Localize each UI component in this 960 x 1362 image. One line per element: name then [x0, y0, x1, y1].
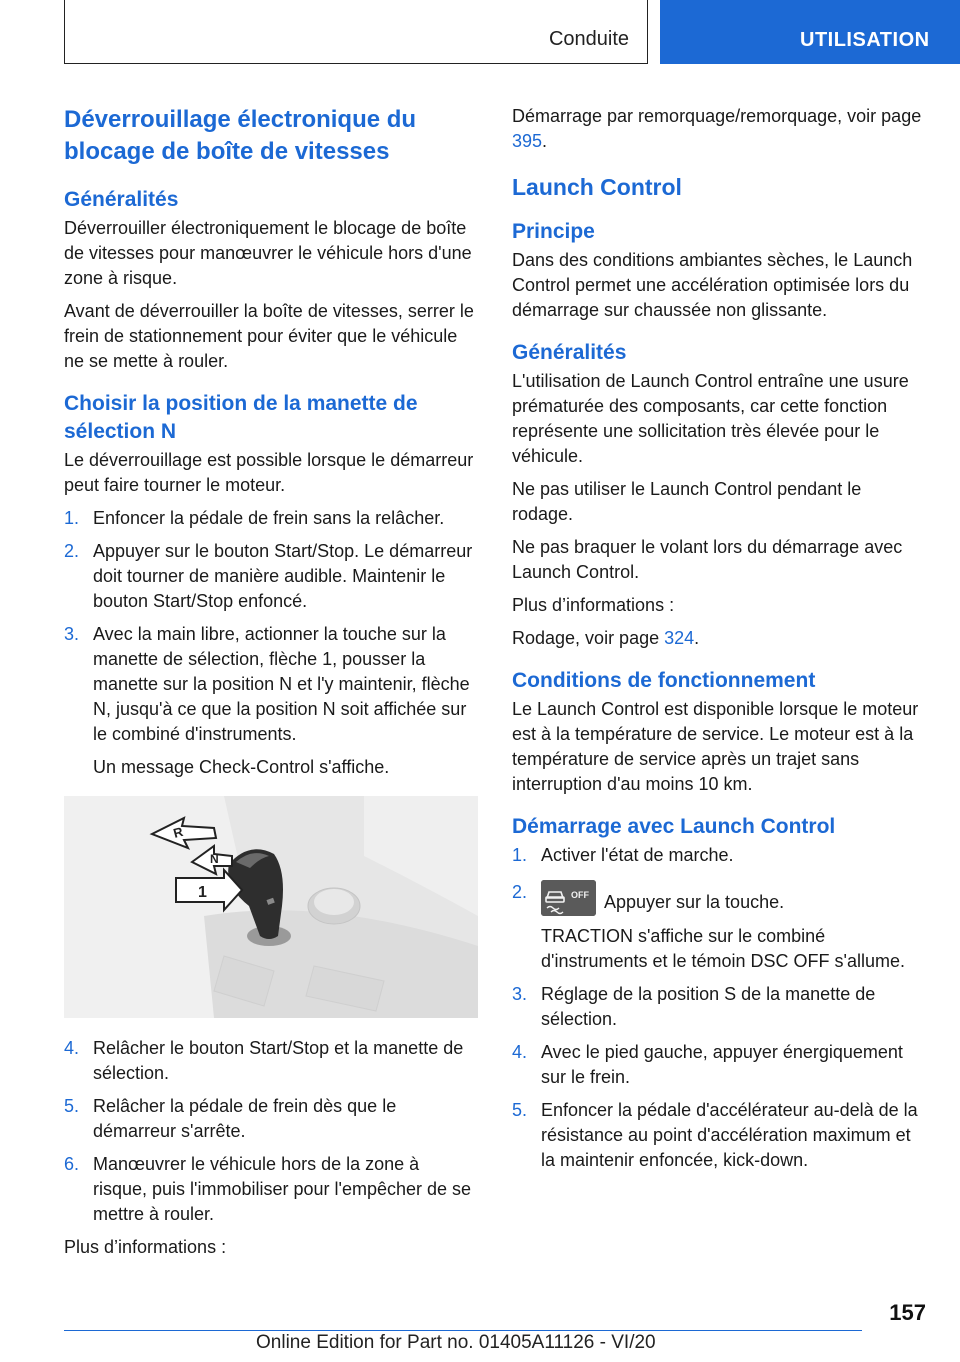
section-heading: Déverrouillage électronique du blocage de boîte de vitesses	[64, 106, 417, 165]
paragraph: Ne pas utiliser le Launch Control pendant le rodage.	[512, 479, 862, 524]
step-text: Avec le pied gauche, appuyer énergiquement sur le frein.	[541, 1042, 903, 1087]
step-number: 4.	[512, 1042, 528, 1062]
generalites-heading: Généralités	[512, 341, 627, 364]
step-number: 3.	[512, 984, 528, 1004]
step-number: 1.	[64, 508, 80, 528]
period: .	[542, 131, 548, 151]
step-number: 3.	[64, 624, 80, 644]
step-text: Relâcher la pédale de frein dès que le démarreur s'arrête.	[93, 1096, 397, 1141]
page-number: 157	[889, 1300, 926, 1325]
edition-footer: Online Edition for Part no. 01405A11126 - VI/20	[256, 1332, 656, 1353]
gear-selector-illustration	[64, 796, 478, 1018]
list-item	[64, 1036, 476, 1086]
paragraph: Dans des conditions ambiantes sèches, le Launch Control permet une accélération optimisée lors du démarrage sur chaussée non glissante.	[512, 250, 913, 320]
step-text: Enfoncer la pédale d'accélérateur au-delà de la résistance au point d'accélération maximum et la maintenir enfoncée, kick-down.	[541, 1100, 918, 1170]
step-text: Activer l'état de marche.	[541, 845, 734, 865]
step-note: Un message Check-Control s'affiche.	[93, 757, 390, 777]
list-item	[512, 1098, 926, 1173]
step-number: 2.	[64, 541, 80, 561]
paragraph-text: Rodage, voir page	[512, 628, 665, 648]
paragraph: Le Launch Control est disponible lorsque le moteur est à la température de service. Le moteur est à la température de service après un trajet sans interruption d'au moins 10 km.	[512, 699, 919, 794]
step-text: Appuyer sur le bouton Start/Stop. Le démarreur doit tourner de manière audible. Maintenir le bouton Start/Stop enfoncé.	[93, 541, 473, 611]
page-link[interactable]: 324	[664, 628, 695, 648]
steps-list	[512, 982, 926, 1173]
paragraph	[512, 104, 926, 154]
paragraph: Le déverrouillage est possible lorsque le démarreur peut faire tourner le moteur.	[64, 450, 474, 495]
page-header	[0, 0, 960, 66]
launch-control-heading: Launch Control	[512, 174, 682, 200]
footer-divider	[64, 1330, 862, 1331]
page-link[interactable]: 395	[512, 131, 543, 151]
step-text: Avec la main libre, actionner la touche sur la manette de sélection, flèche 1, pousser la manette sur la position N et l'y maintenir, flèche N, jusqu'à ce que la position N soit affichée sur le combiné d'instruments.	[93, 624, 470, 744]
paragraph: Déverrouiller électroniquement le blocage de boîte de vitesses pour manœuvrer le véhicule hors d'une zone à risque.	[64, 218, 472, 288]
section-tab	[64, 0, 648, 64]
paragraph: L'utilisation de Launch Control entraîne une usure prématurée des composants, car cette fonction représente une sollicitation très élevée pour le véhicule.	[512, 371, 909, 466]
arrow-1-label: 1	[198, 884, 207, 901]
list-item	[512, 982, 926, 1032]
arrow-r-label: R	[171, 823, 185, 841]
list-item	[512, 843, 926, 868]
step-number: 2.	[512, 882, 528, 902]
list-item	[512, 1040, 926, 1090]
off-label: OFF	[571, 890, 589, 900]
list-item	[64, 506, 476, 531]
launch-start-heading: Démarrage avec Launch Control	[512, 815, 836, 838]
period: .	[694, 628, 700, 648]
step-number: 5.	[64, 1096, 80, 1116]
left-column	[64, 104, 476, 1268]
paragraph: Ne pas braquer le volant lors du démarrage avec Launch Control.	[512, 537, 903, 582]
steps-list	[64, 506, 476, 747]
gear-selector-drawing	[64, 796, 478, 1018]
arrow-n-label: N	[210, 852, 219, 866]
step-text: Relâcher le bouton Start/Stop et la manette de sélection.	[93, 1038, 464, 1083]
right-column	[512, 104, 926, 1181]
step-number: 4.	[64, 1038, 80, 1058]
step-text: Réglage de la position S de la manette de sélection.	[541, 984, 876, 1029]
paragraph-text: Démarrage par remorquage/remorquage, voir page	[512, 106, 922, 126]
step-text: Manœuvrer le véhicule hors de la zone à risque, puis l'immobiliser pour l'empêcher de se mettre à rouler.	[93, 1154, 472, 1224]
dsc-off-icon	[541, 880, 596, 916]
step-number: 5.	[512, 1100, 528, 1120]
step-number: 6.	[64, 1154, 80, 1174]
step-text: Enfoncer la pédale de frein sans la relâcher.	[93, 508, 445, 528]
list-item	[64, 1094, 476, 1144]
section-title: Conduite	[548, 28, 629, 50]
choose-position-heading: Choisir la position de la manette de sélection N	[64, 392, 418, 443]
list-item	[512, 880, 926, 916]
generalites-heading: Généralités	[64, 188, 179, 211]
step-number: 1.	[512, 845, 528, 865]
paragraph: Plus d’informations :	[512, 595, 675, 615]
chapter-title: UTILISATION	[800, 29, 930, 51]
steps-list	[64, 1036, 476, 1227]
chapter-tab	[660, 0, 960, 64]
list-item	[64, 539, 476, 614]
more-info-label: Plus d’informations :	[64, 1237, 227, 1257]
list-item	[64, 1152, 476, 1227]
conditions-heading: Conditions de fonctionnement	[512, 669, 816, 692]
list-item	[64, 622, 476, 747]
paragraph	[512, 626, 926, 651]
step-note: TRACTION s'affiche sur le combiné d'instruments et le témoin DSC OFF s'allume.	[541, 926, 905, 971]
dsc-off-glyph	[541, 880, 596, 916]
steps-list	[512, 843, 926, 916]
paragraph: Avant de déverrouiller la boîte de vitesses, serrer le frein de stationnement pour éviter que le véhicule ne se mette à rouler.	[64, 301, 474, 371]
step-text: Appuyer sur la touche.	[604, 892, 785, 912]
principe-heading: Principe	[512, 220, 595, 243]
